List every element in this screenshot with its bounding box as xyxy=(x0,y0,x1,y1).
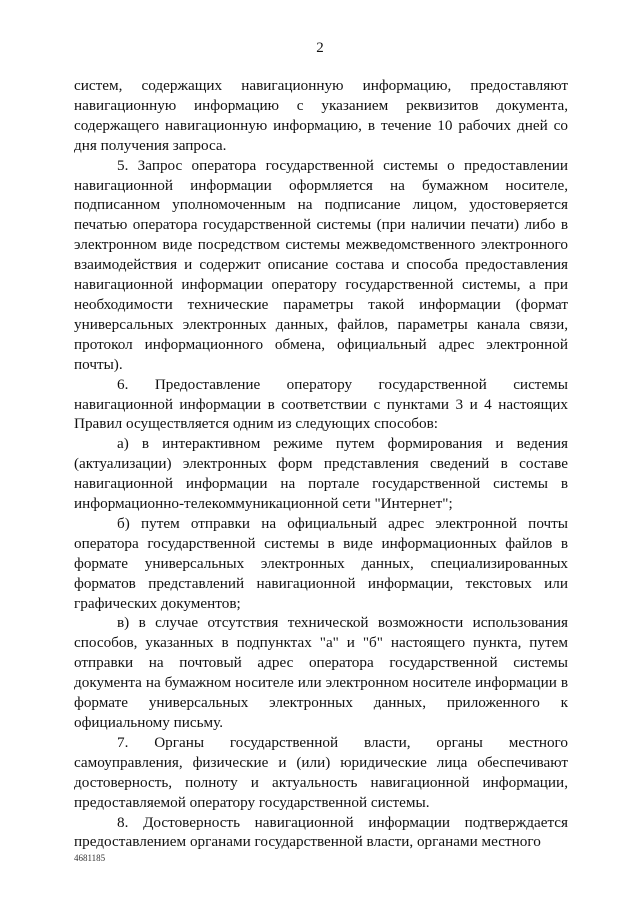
document-code: 4681185 xyxy=(74,853,106,863)
paragraph-7: 7. Органы государственной власти, органы местного самоуправления, физические и (или) юридические лица обеспечивают достоверность, полноту и актуальность навигационной информации, предоставляемой оператору государственной системы. xyxy=(74,733,568,811)
paragraph-6: 6. Предоставление оператору государственной системы навигационной информации в соответствии с пунктами 3 и 4 настоящих Правил осуществляется одним из следующих способов: xyxy=(74,375,568,433)
paragraph-5: 5. Запрос оператора государственной системы о предоставлении навигационной информации оформляется на бумажном носителе, подписанном уполномоченным на подписание лицом, удостоверяется печатью оператора государственной системы (при наличии печати) либо в электронном виде посредством системы межведомственного электронного взаимодействия и содержит описание состава и способа предоставления навигационной информации оператору государственной системы, а при необходимости технические параметры такой информации (формат универсальных электронных данных, файлов, параметры канала связи, протокол информационного обмена, официальный адрес электронной почты). xyxy=(74,156,568,373)
paragraph-8: 8. Достоверность навигационной информации подтверждается предоставлением органами государственной власти, органами местного xyxy=(74,813,568,851)
subparagraph-b: б) путем отправки на официальный адрес электронной почты оператора государственной системы в виде информационных файлов в формате универсальных электронных данных, специализированных форматов представлений навигационной информации, текстовых или графических документов; xyxy=(74,514,568,612)
subparagraph-a: а) в интерактивном режиме путем формирования и ведения (актуализации) электронных форм представления сведений в составе навигационной информации на портале государственной системы в информационно-телекоммуникационной сети "Интернет"; xyxy=(74,435,568,513)
page-number: 2 xyxy=(316,40,324,56)
paragraph-continuation: систем, содержащих навигационную информацию, предоставляют навигационную информацию с указанием реквизитов документа, содержащего навигационную информацию, в течение 10 рабочих дней со дня получения запроса. xyxy=(74,77,568,154)
document-body xyxy=(74,76,568,852)
subparagraph-v: в) в случае отсутствия технической возможности использования способов, указанных в подпунктах "а" и "б" настоящего пункта, путем отправки на почтовый адрес оператора государственной системы документа на бумажном носителе или электронном носителе информации в формате универсальных электронных данных, приложенного к официальному письму. xyxy=(74,614,568,731)
